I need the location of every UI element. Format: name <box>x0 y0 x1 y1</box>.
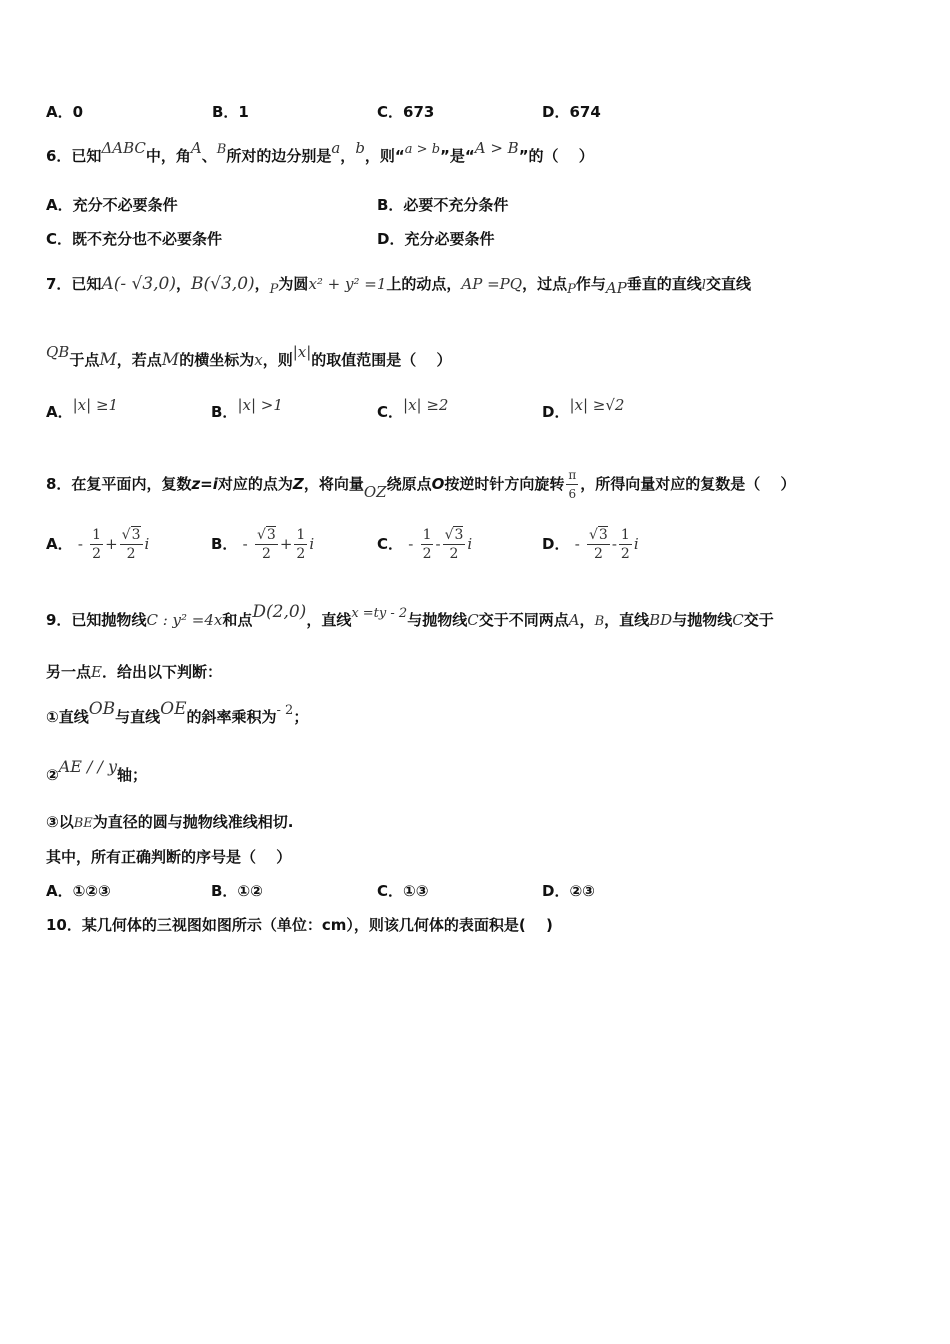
q8-angle-fraction <box>566 466 578 503</box>
q7-text: 的横坐标为 <box>179 351 255 369</box>
q7-option-c-label: C． <box>377 403 404 421</box>
q7-stem-line2 <box>46 343 452 370</box>
q8-numerator: 1 <box>620 527 630 543</box>
q7-text: ，过点 <box>522 275 568 293</box>
q9-slope-product: - 2 <box>276 703 294 718</box>
q5-option-d: D．674 <box>542 103 601 121</box>
q9-ae-parallel-y: AE / / y <box>58 757 118 776</box>
q8-fraction: $\frac{√3}{2}$ <box>444 527 464 562</box>
q9-point-a: A <box>568 611 580 629</box>
q8-minus-sign: - <box>574 535 580 553</box>
q8-origin-o: O <box>431 475 445 493</box>
q9-text: 轴； <box>117 766 148 784</box>
q8-fraction <box>421 526 434 563</box>
q6-text: ”的（ ） <box>518 147 594 165</box>
q8-radicand: 3 <box>598 527 608 543</box>
q9-text: ，直线 <box>306 611 352 629</box>
q8-stem <box>46 466 795 503</box>
q8-angle-numerator: π <box>566 466 578 485</box>
q9-text: 与抛物线 <box>672 611 733 629</box>
q7-text: 于点 <box>69 351 100 369</box>
q8-text: ，将向量 <box>303 475 364 493</box>
q7-point-m: M <box>99 350 117 370</box>
q8-denominator: 2 <box>620 546 630 562</box>
q8-complex-z: z=i <box>191 475 218 493</box>
q9-statement-3 <box>46 812 293 834</box>
q8-option-b-label: B． <box>211 535 238 553</box>
q8-fraction <box>619 526 632 563</box>
q8-text: 对应的点为 <box>217 475 293 493</box>
q6-option-d: D．充分必要条件 <box>377 230 495 248</box>
q7-number: 7．已知 <box>46 275 102 293</box>
q8-minus-sign: - <box>242 535 248 553</box>
q9-curve-c: C <box>732 611 744 629</box>
q6-text: ，则“ <box>364 147 405 165</box>
q8-plus-sign: + <box>105 535 118 553</box>
q9-parabola-equation: C : y² =4x <box>146 611 223 629</box>
q7-point-m: M <box>161 350 180 370</box>
q9-text: 另一点 <box>46 663 92 681</box>
q6-side-a: a <box>331 139 341 157</box>
q9-line-bd: BD <box>649 611 673 629</box>
q7-point-p: P <box>269 282 279 297</box>
q7-text: 上的动点， <box>386 275 462 293</box>
q8-text: 按逆时针方向旋转 <box>444 475 565 493</box>
q8-numerator: 1 <box>296 527 306 543</box>
q8-fraction <box>90 526 103 563</box>
q6-text: 所对的边分别是 <box>226 147 332 165</box>
q8-option-c-label: C． <box>377 535 404 553</box>
q8-radicand: 3 <box>266 527 276 543</box>
q9-text: 和点 <box>222 611 253 629</box>
q9-point-d: D(2,0) <box>252 602 307 622</box>
q9-question: 其中，所有正确判断的序号是（ ） <box>46 848 292 866</box>
q9-text: 的斜率乘积为 <box>186 708 277 726</box>
q8-minus-sign: - <box>408 535 414 553</box>
q7-text: 为圆 <box>278 275 309 293</box>
q6-number: 6．已知 <box>46 147 102 165</box>
q7-option-a <box>46 396 119 422</box>
q8-fraction: $\frac{√3}{2}$ <box>256 527 276 562</box>
q6-text: 中，角 <box>145 147 191 165</box>
q9-number: 9．已知抛物线 <box>46 611 147 629</box>
q9-stem-line1 <box>46 602 774 632</box>
q8-option-d-label: D． <box>542 535 570 553</box>
q7-line-l: l <box>701 278 706 293</box>
q9-option-d: D．②③ <box>542 882 595 900</box>
q6-text: ， <box>340 147 356 165</box>
q6-angle-a: A <box>190 139 202 157</box>
q9-text: 交于不同两点 <box>478 611 569 629</box>
q9-statement-2 <box>46 757 148 785</box>
q7-text: 垂直的直线 <box>626 275 702 293</box>
q7-option-a-value: |x| ≥1 <box>72 396 119 414</box>
q8-imaginary-unit: i <box>467 535 473 553</box>
q9-stem-line2 <box>46 662 222 682</box>
q9-line-ob: OB <box>88 699 116 719</box>
q7-text: ，若点 <box>116 351 162 369</box>
q8-fraction: $\frac{√3}{2}$ <box>589 527 608 562</box>
q7-text: ，则 <box>262 351 293 369</box>
q9-line-equation: x =ty - 2 <box>351 606 408 621</box>
q8-imaginary-unit: i <box>309 535 315 553</box>
q7-equation: AP =PQ <box>461 275 523 293</box>
q6-option-b: B．必要不充分条件 <box>377 196 509 214</box>
q7-line-qb: QB <box>46 343 70 361</box>
q8-vector-oz: OZ <box>363 483 387 501</box>
q5-option-a: A．0 <box>46 103 84 121</box>
q8-option-b <box>211 518 314 570</box>
q8-number: 8．在复平面内，复数 <box>46 475 192 493</box>
q9-text: 为直径的圆与抛物线准线相切. <box>92 813 294 831</box>
q8-text: 绕原点 <box>386 475 432 493</box>
q7-stem-line1 <box>46 274 751 296</box>
q10-stem: 10．某几何体的三视图如图所示（单位：cm），则该几何体的表面积是( ) <box>46 916 553 934</box>
q8-denominator: 2 <box>261 546 271 562</box>
q8-denominator: 2 <box>422 546 432 562</box>
q7-point-p: P <box>567 282 576 297</box>
q8-radicand: 3 <box>131 527 141 543</box>
q6-stem <box>46 139 594 168</box>
q7-abs-x: |x| <box>292 343 312 361</box>
q6-text: ”是“ <box>440 147 475 165</box>
q8-angle-denominator: 6 <box>568 487 577 501</box>
q9-text: ； <box>293 708 309 726</box>
q8-radicand: 3 <box>454 527 464 543</box>
q8-imaginary-unit: i <box>144 535 150 553</box>
q7-option-b <box>211 396 283 422</box>
q7-text: ， <box>254 275 270 293</box>
q7-text: 作与 <box>575 275 606 293</box>
q8-minus-sign: - <box>435 535 441 553</box>
q7-option-b-value: |x| >1 <box>237 396 283 414</box>
q9-point-e: E <box>91 663 102 681</box>
q9-option-c: C．①③ <box>377 882 429 900</box>
q7-option-d-value: |x| ≥√2 <box>569 396 625 414</box>
q9-text: ，直线 <box>604 611 650 629</box>
q8-option-a <box>46 518 149 570</box>
q8-minus-sign: - <box>77 535 83 553</box>
q7-text: ， <box>176 275 192 293</box>
q6-side-b: b <box>355 139 365 157</box>
q9-text: 与抛物线 <box>407 611 468 629</box>
q7-option-b-label: B． <box>211 403 238 421</box>
q9-text: ③以 <box>46 813 74 831</box>
q8-imaginary-unit: i <box>633 535 639 553</box>
q9-option-b: B．①② <box>211 882 263 900</box>
q6-angle-b: B <box>216 142 227 157</box>
q8-fraction: $\frac{√3}{2}$ <box>121 527 141 562</box>
q9-text: ， <box>579 611 595 629</box>
q7-var-x: x <box>254 351 263 369</box>
q6-condition-1: a > b <box>404 142 441 157</box>
q8-point-z: Z <box>292 475 304 493</box>
q9-text: ①直线 <box>46 708 89 726</box>
q8-plus-sign: + <box>279 535 293 553</box>
q8-fraction <box>294 526 307 563</box>
q8-numerator: 1 <box>422 527 432 543</box>
q7-option-a-label: A． <box>46 403 73 421</box>
q7-text: 的取值范围是（ ） <box>311 351 452 369</box>
q8-denominator: 2 <box>593 546 603 562</box>
q9-text: ② <box>46 766 59 784</box>
q8-denominator: 2 <box>126 546 136 562</box>
q9-line-oe: OE <box>160 699 187 719</box>
q7-point-b: B(√3,0) <box>191 274 255 294</box>
q6-triangle: ΔABC <box>101 139 146 157</box>
q7-option-c <box>377 396 449 422</box>
q9-point-b: B <box>594 614 605 629</box>
q5-option-c: C．673 <box>377 103 435 121</box>
q6-condition-2: A > B <box>474 139 519 157</box>
q7-segment-ap: AP <box>605 279 627 297</box>
q8-denominator: 2 <box>92 546 102 562</box>
q6-option-a: A．充分不必要条件 <box>46 196 178 214</box>
q9-text: ．给出以下判断： <box>101 663 222 681</box>
q7-circle-equation: x² + y² =1 <box>308 275 387 293</box>
q7-point-a: A(- √3,0) <box>101 274 176 294</box>
q9-segment-be: BE <box>73 816 93 831</box>
q9-text: 与直线 <box>115 708 161 726</box>
q9-curve-c: C <box>467 611 479 629</box>
q9-statement-1 <box>46 699 309 729</box>
q8-option-c <box>377 518 472 570</box>
q8-denominator: 2 <box>296 546 306 562</box>
q8-minus-sign: - <box>611 535 617 553</box>
q9-option-a: A．①②③ <box>46 882 111 900</box>
q7-text: 交直线 <box>705 275 751 293</box>
q9-text: 交于 <box>743 611 774 629</box>
q7-option-d <box>542 396 625 422</box>
q8-text: ，所得向量对应的复数是（ ） <box>580 475 796 493</box>
q5-option-b: B．1 <box>212 103 249 121</box>
q7-option-c-value: |x| ≥2 <box>403 396 449 414</box>
q8-numerator: 1 <box>92 527 102 543</box>
q8-denominator: 2 <box>449 546 459 562</box>
q7-option-d-label: D． <box>542 403 570 421</box>
q6-text: 、 <box>201 147 217 165</box>
q8-option-a-label: A． <box>46 535 73 553</box>
q6-option-c: C．既不充分也不必要条件 <box>46 230 223 248</box>
q8-option-d <box>542 518 639 570</box>
